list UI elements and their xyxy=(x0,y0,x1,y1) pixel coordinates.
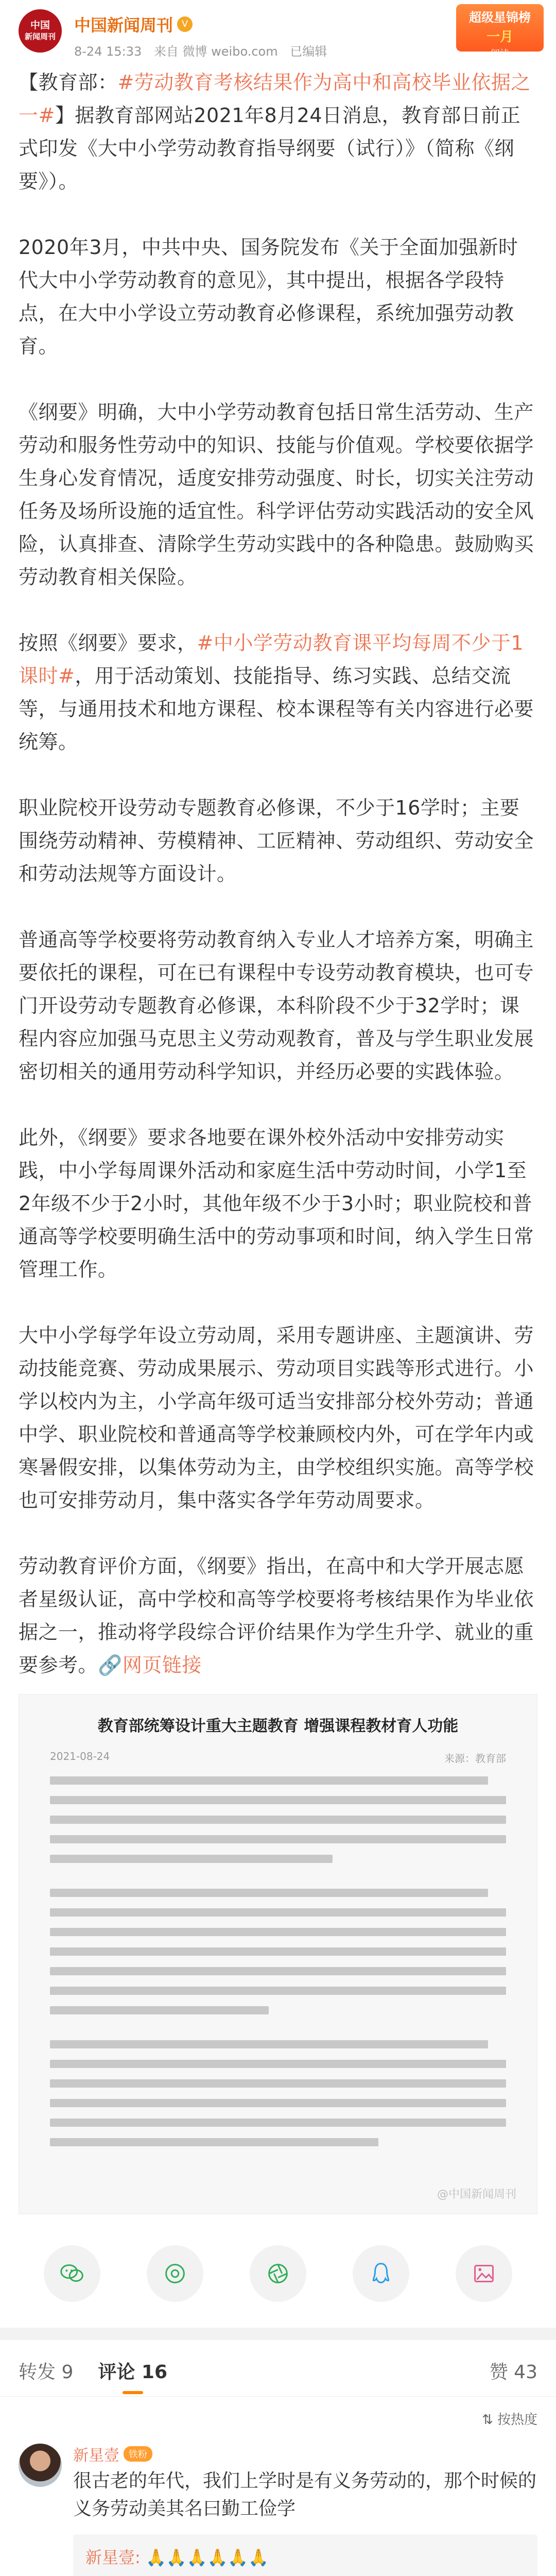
logo-text-line1: 中国 xyxy=(30,20,50,31)
paragraph-6: 普通高等学校要将劳动教育纳入专业人才培养方案，明确主要依托的课程，可在已有课程中专设劳动教育模块，也可专门开设劳动专题教育必修课，本科阶段不少于32学时；课程内容应加强马克思主义劳动观教育，普及与学生职业发展密切相关的通用劳动科学知识，并经历必要的实践体验。 xyxy=(19,928,534,1083)
commenter-name[interactable]: 新星壹 xyxy=(73,2447,119,2465)
comment-reply-box[interactable] xyxy=(73,2534,537,2576)
wechat-icon xyxy=(57,2259,87,2289)
section-divider xyxy=(0,2328,556,2340)
paragraph-3: 《纲要》明确，大中小学劳动教育包括日常生活劳动、生产劳动和服务性劳动中的知识、技能与价值观。学校要依据学生身心发育情况，适度安排劳动强度、时长，切实关注劳动任务及场所设施的适宜性。科学评估劳动实践活动的安全风险，认真排查、清除学生劳动实践中的各种隐患。鼓励购买劳动教育相关保险。 xyxy=(19,401,534,588)
p9-text: 劳动教育评价方面，《纲要》指出，在高中和大学开展志愿者星级认证，高中学校和高等学校要将考核结果作为毕业依据之一，推动将学段综合评价结果作为学生升学、就业的重要参考。 xyxy=(19,1555,534,1676)
paragraph-8: 大中小学每学年设立劳动周，采用专题讲座、主题演讲、劳动技能竞赛、劳动成果展示、劳动项目实践等形式进行。小学以校内为主，小学高年级可适当安排部分校外劳动；普通中学、职业院校和普通高等学校兼顾校内外，可在学年内或寒暑假安排，以集体劳动为主，由学校组织实施。高等学校也可安排劳动月，集中落实各学年劳动周要求。 xyxy=(19,1324,534,1512)
paragraph-9 xyxy=(19,1550,537,1682)
aperture-icon xyxy=(263,2259,293,2289)
article-image-date: 2021-08-24 xyxy=(50,1750,110,1762)
tab-likes[interactable]: 赞 43 xyxy=(489,2362,537,2383)
moments-icon xyxy=(160,2259,190,2289)
post-meta xyxy=(74,41,335,59)
interaction-tabs xyxy=(0,2340,556,2397)
article-image-source: 来源：教育部 xyxy=(444,1752,506,1765)
reply-author[interactable]: 新星壹: xyxy=(85,2548,141,2567)
comment-text: 很古老的年代，我们上学时是有义务劳动的，那个时候的义务劳动美其名曰勤工俭学 xyxy=(73,2470,537,2519)
hashtag-weekly-class[interactable]: #中小学劳动教育课平均每周不少于1课时# xyxy=(19,632,524,687)
promo-line3: 阅读 xyxy=(491,48,509,59)
image-watermark: @中国新闻周刊 xyxy=(437,2188,516,2201)
p1-rest: 】据教育部网站2021年8月24日消息，教育部日前正式印发《大中小学劳动教育指导纲要（试行）》（简称《纲要》）。 xyxy=(19,104,521,193)
comment-item xyxy=(0,2433,556,2576)
verified-icon: V xyxy=(177,16,193,32)
share-aperture-button[interactable] xyxy=(250,2245,306,2302)
commenter-avatar[interactable] xyxy=(19,2444,62,2487)
share-row xyxy=(0,2214,556,2328)
article-image-text-lines xyxy=(19,1765,537,2146)
fan-badge: 铁粉 xyxy=(124,2446,152,2462)
hashtag-labor-assessment[interactable]: #劳动教育考核结果作为高中和高校毕业依据之一# xyxy=(19,71,531,127)
tab-comments[interactable]: 评论 16 xyxy=(98,2358,167,2396)
share-wechat-button[interactable] xyxy=(44,2245,100,2302)
article-image-meta xyxy=(19,1736,537,1765)
post-body xyxy=(0,62,556,1682)
promo-badge[interactable] xyxy=(456,4,544,59)
paragraph-1 xyxy=(19,66,537,198)
tab-repost[interactable]: 转发 9 xyxy=(19,2362,74,2383)
post-time: 8-24 15:33 xyxy=(74,44,142,59)
share-album-button[interactable] xyxy=(456,2245,512,2302)
article-screenshot-image[interactable] xyxy=(19,1694,537,2214)
p4-rest: ，用于活动策划、技能指导、练习实践、总结交流等，与通用技术和地方课程、校本课程等有关内容进行必要统筹。 xyxy=(19,665,534,753)
author-block xyxy=(74,9,335,59)
sort-label: 按热度 xyxy=(497,2412,537,2428)
sort-icon: ⇅ xyxy=(482,2412,493,2428)
reply-text: 🙏🙏🙏🙏🙏🙏 xyxy=(145,2548,269,2567)
p1-prefix: 【教育部： xyxy=(19,71,118,94)
share-qq-button[interactable] xyxy=(353,2245,409,2302)
paragraph-7: 此外，《纲要》要求各地要在课外校外活动中安排劳动实践，中小学每周课外活动和家庭生活中劳动时间，小学1至2年级不少于2小时，其他年级不少于3小时；职业院校和普通高等学校要明确生活中的劳动事项和时间，纳入学生日常管理工作。 xyxy=(19,1126,534,1281)
p4-prefix: 按照《纲要》要求， xyxy=(19,632,197,654)
album-icon xyxy=(469,2259,499,2289)
author-avatar[interactable] xyxy=(19,9,62,53)
article-image-title: 教育部统筹设计重大主题教育 增强课程教材育人功能 xyxy=(97,1717,459,1735)
sort-control[interactable] xyxy=(0,2397,556,2433)
paragraph-5: 职业院校开设劳动专题教育必修课，不少于16学时；主要围绕劳动精神、劳模精神、工匠精神、劳动组织、劳动安全和劳动法规等方面设计。 xyxy=(19,796,534,885)
promo-line2: 一月 xyxy=(486,29,513,45)
share-moments-button[interactable] xyxy=(147,2245,203,2302)
web-link[interactable]: 🔗网页链接 xyxy=(98,1654,202,1676)
paragraph-2: 2020年3月，中共中央、国务院发布《关于全面加强新时代大中小学劳动教育的意见》，其中提出，根据各学段特点，在大中小学设立劳动教育必修课程，系统加强劳动教育。 xyxy=(19,236,518,358)
post-source: 来自 微博 weibo.com xyxy=(153,44,278,59)
promo-line1: 超级星锦榜 xyxy=(469,10,531,25)
post-header xyxy=(0,0,556,62)
author-name[interactable]: 中国新闻周刊 xyxy=(74,15,173,35)
logo-text-line2: 新闻周刊 xyxy=(24,32,56,41)
edited-label[interactable]: 已编辑 xyxy=(290,44,327,59)
paragraph-4 xyxy=(19,626,537,758)
qq-icon xyxy=(366,2259,396,2289)
